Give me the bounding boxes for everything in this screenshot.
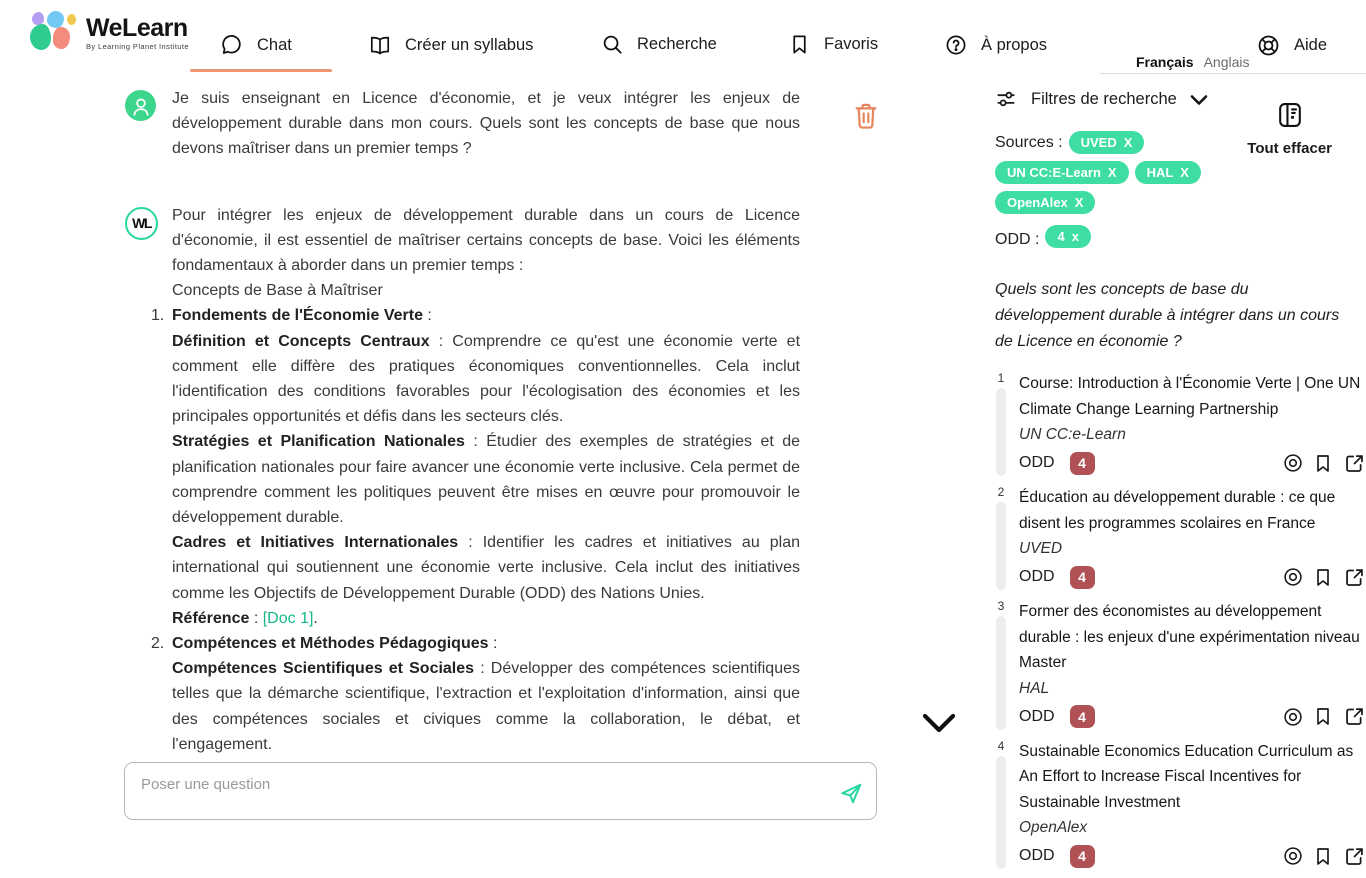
user-message <box>120 86 882 162</box>
external-link-icon <box>1344 567 1365 588</box>
result-accent-bar <box>996 616 1006 730</box>
tab-chat-label: Chat <box>257 36 292 54</box>
odd-filter-row <box>995 225 1233 255</box>
preview-button[interactable] <box>1282 566 1304 588</box>
result-title[interactable]: Sustainable Economics Education Curriculum as An Effort to Increase Fiscal Incentives for Sustainable Investment <box>1019 742 1354 811</box>
list-item-marker: 1. <box>151 307 165 325</box>
eye-icon <box>1282 706 1304 728</box>
filter-chip-uved[interactable]: UVED X <box>1069 131 1145 154</box>
filter-chip-odd-4[interactable]: 4 x <box>1045 225 1090 248</box>
user-message-text: Je suis enseignant en Licence d'économie, et je veux intégrer les enjeux de développement durable dans mon cours. Quels sont les concepts de base que nous devons maîtriser dans un premier temps ? <box>172 90 800 158</box>
chip-close-icon: X <box>1074 195 1084 210</box>
tab-apropos-label: À propos <box>981 35 1048 54</box>
result-item-4 <box>995 739 1366 870</box>
wl-logo-mark: WL <box>132 215 151 232</box>
result-odd-label: ODD <box>1019 454 1055 471</box>
delete-conversation-button[interactable] <box>852 99 882 133</box>
doc-1-link[interactable]: [Doc 1] <box>262 609 314 627</box>
assistant-subtitle: Concepts de Base à Maîtriser <box>172 282 383 300</box>
result-accent-bar <box>996 756 1006 870</box>
preview-button[interactable] <box>1282 452 1304 474</box>
result-accent-bar <box>996 502 1006 590</box>
open-external-button[interactable] <box>1344 566 1366 588</box>
chat-icon <box>219 33 244 58</box>
clear-all-label: Tout effacer <box>1247 140 1332 157</box>
chip-close-icon: X <box>1123 135 1133 150</box>
result-number: 1 <box>997 371 1005 385</box>
lifebuoy-icon <box>1256 33 1281 58</box>
list-item-heading: Compétences et Méthodes Pédagogiques : <box>172 635 498 653</box>
brand-name: WeLearn <box>86 14 188 42</box>
eye-icon <box>1282 845 1304 867</box>
external-link-icon <box>1344 453 1365 474</box>
question-input[interactable] <box>125 763 876 819</box>
trash-icon <box>852 100 880 132</box>
tab-aide-label: Aide <box>1294 36 1328 54</box>
bookmark-icon <box>1313 453 1333 474</box>
result-title[interactable]: Former des économistes au développement durable : les enjeux d'une expérimentation niveau Master <box>1019 603 1360 671</box>
preview-button[interactable] <box>1282 706 1304 728</box>
eye-icon <box>1282 566 1304 588</box>
welearn-logo-icon <box>30 11 76 55</box>
result-item-2 <box>995 485 1366 590</box>
result-item-1 <box>995 371 1366 476</box>
chip-close-icon: X <box>1180 165 1189 180</box>
active-filters <box>995 131 1233 255</box>
odd-badge: 4 <box>1070 566 1095 589</box>
clear-all-button[interactable] <box>1247 100 1332 157</box>
list-item-point: Compétences Scientifiques et Sociales : Développer des compétences scientifiques telles que la démarche scientifique, l'extraction et l'exploitation d'information, ainsi que des compétences sociales et civiques comme la collaboration, le débat, et l'engagement. <box>172 660 800 753</box>
header-divider <box>1100 73 1366 74</box>
open-external-button[interactable] <box>1344 706 1366 728</box>
reference-line: Référence : [Doc 1]. <box>172 609 318 627</box>
external-link-icon <box>1344 846 1365 867</box>
tab-a-propos[interactable] <box>944 33 1047 57</box>
eye-icon <box>1282 452 1304 474</box>
filter-sliders-icon <box>995 88 1018 111</box>
save-bookmark-button[interactable] <box>1313 566 1335 588</box>
filters-title: Filtres de recherche <box>1031 90 1177 108</box>
search-query-text: Quels sont les concepts de base du développement durable à intégrer dans un cours de Licence en économie ? <box>995 281 1340 350</box>
question-circle-icon <box>944 33 968 57</box>
tab-aide[interactable] <box>1256 33 1327 58</box>
question-input-bar <box>124 762 877 820</box>
result-number: 4 <box>997 738 1005 753</box>
tab-syllabus-label: Créer un syllabus <box>405 35 534 54</box>
assistant-intro: Pour intégrer les enjeux de développement durable dans un cours de Licence d'économie, il est essentiel de maîtriser certains concepts de base. Voici les éléments fondamentaux à aborder dans un premier temps : <box>172 206 800 275</box>
filter-chip-hal[interactable]: HAL X <box>1135 161 1201 184</box>
result-source: HAL <box>1019 679 1050 697</box>
assistant-message <box>120 203 882 757</box>
filter-chip-un-cc-e-learn[interactable]: UN CC:E-Learn X <box>995 161 1129 184</box>
result-number: 2 <box>997 485 1005 499</box>
filter-chip-openalex[interactable]: OpenAlex X <box>995 191 1095 214</box>
language-toggle <box>1136 54 1250 70</box>
result-number: 3 <box>997 599 1005 613</box>
send-icon <box>838 780 864 806</box>
tab-favoris-label: Favoris <box>824 35 879 53</box>
odd-badge: 4 <box>1070 705 1095 728</box>
scroll-to-bottom-button[interactable] <box>920 711 960 737</box>
result-odd-label: ODD <box>1019 847 1055 864</box>
brand-tagline: By Learning Planet Institute <box>86 42 189 51</box>
bookmark-icon <box>1313 846 1333 867</box>
send-button[interactable] <box>838 780 864 806</box>
sources-label: Sources : <box>995 134 1063 151</box>
result-title[interactable]: Éducation au développement durable : ce que disent les programmes scolaires en France <box>1019 489 1336 532</box>
result-accent-bar <box>996 388 1006 476</box>
tab-recherche-label: Recherche <box>637 35 717 53</box>
odd-label: ODD : <box>995 231 1040 248</box>
assistant-numbered-list <box>151 303 801 757</box>
list-item <box>151 631 800 757</box>
book-icon <box>368 33 392 57</box>
result-odd-label: ODD <box>1019 707 1055 725</box>
chevron-down-icon <box>1190 94 1208 106</box>
user-avatar <box>125 90 156 121</box>
tab-recherche[interactable] <box>601 33 717 56</box>
open-external-button[interactable] <box>1344 452 1366 474</box>
top-navigation <box>0 0 1366 76</box>
assistant-avatar <box>125 207 158 240</box>
result-item-3 <box>995 599 1366 730</box>
result-source: UN CC:e-Learn <box>1019 426 1126 443</box>
chip-close-icon: x <box>1071 229 1079 244</box>
save-bookmark-button[interactable] <box>1313 452 1335 474</box>
odd-badge: 4 <box>1070 845 1095 868</box>
preview-button[interactable] <box>1282 845 1304 867</box>
language-option-anglais[interactable]: Anglais <box>1203 54 1250 70</box>
tab-creer-un-syllabus[interactable] <box>368 33 533 57</box>
save-bookmark-button[interactable] <box>1313 706 1335 728</box>
open-external-button[interactable] <box>1344 845 1366 867</box>
list-item-marker: 2. <box>151 635 165 653</box>
list-item-point: Cadres et Initiatives Internationales : Identifier les cadres et initiatives au plan international qui soutiennent une économie verte inclusive. Cela inclut des initiatives comme les Objectifs de Développement Durable (ODD) des Nations Unies. <box>172 534 800 602</box>
assistant-message-text <box>151 203 801 757</box>
clear-panel-icon <box>1276 100 1304 130</box>
results-list <box>995 371 1366 869</box>
active-tab-underline <box>190 69 332 72</box>
tab-chat[interactable] <box>219 33 292 58</box>
result-odd-label: ODD <box>1019 568 1055 585</box>
save-bookmark-button[interactable] <box>1313 845 1335 867</box>
language-option-francais[interactable]: Français <box>1136 54 1194 70</box>
search-results-panel <box>995 88 1366 878</box>
list-item-heading: Fondements de l'Économie Verte : <box>172 307 432 325</box>
tab-favoris[interactable] <box>788 33 878 56</box>
chevron-down-icon <box>920 712 958 736</box>
list-item-point: Stratégies et Planification Nationales : Étudier des exemples de stratégies et de planification nationales pour faire avancer une économie verte inclusive. Cela permet de comprendre comment les politiques peuvent être mises en œuvre pour promouvoir le développement durable. <box>172 433 801 527</box>
bookmark-icon <box>788 33 811 56</box>
bookmark-icon <box>1313 567 1333 588</box>
result-source: OpenAlex <box>1019 819 1088 836</box>
list-item <box>151 303 801 631</box>
list-item-point: Définition et Concepts Centraux : Comprendre ce qu'est une économie verte et comment elle diffère des pratiques économiques conventionnelles. Cela inclut l'identification des conditions favorables pour l'écologisation des économies et les principales opportunités et défis dans les secteurs clés. <box>172 332 801 426</box>
odd-badge: 4 <box>1070 452 1095 475</box>
brand-logo[interactable] <box>30 11 189 55</box>
chip-close-icon: X <box>1107 165 1117 180</box>
search-icon <box>601 33 624 56</box>
result-source: UVED <box>1019 540 1063 557</box>
bookmark-icon <box>1313 706 1333 727</box>
external-link-icon <box>1344 706 1365 727</box>
result-title[interactable]: Course: Introduction à l'Économie Verte | One UN Climate Change Learning Partnership <box>1019 375 1361 418</box>
chat-thread <box>120 86 882 757</box>
